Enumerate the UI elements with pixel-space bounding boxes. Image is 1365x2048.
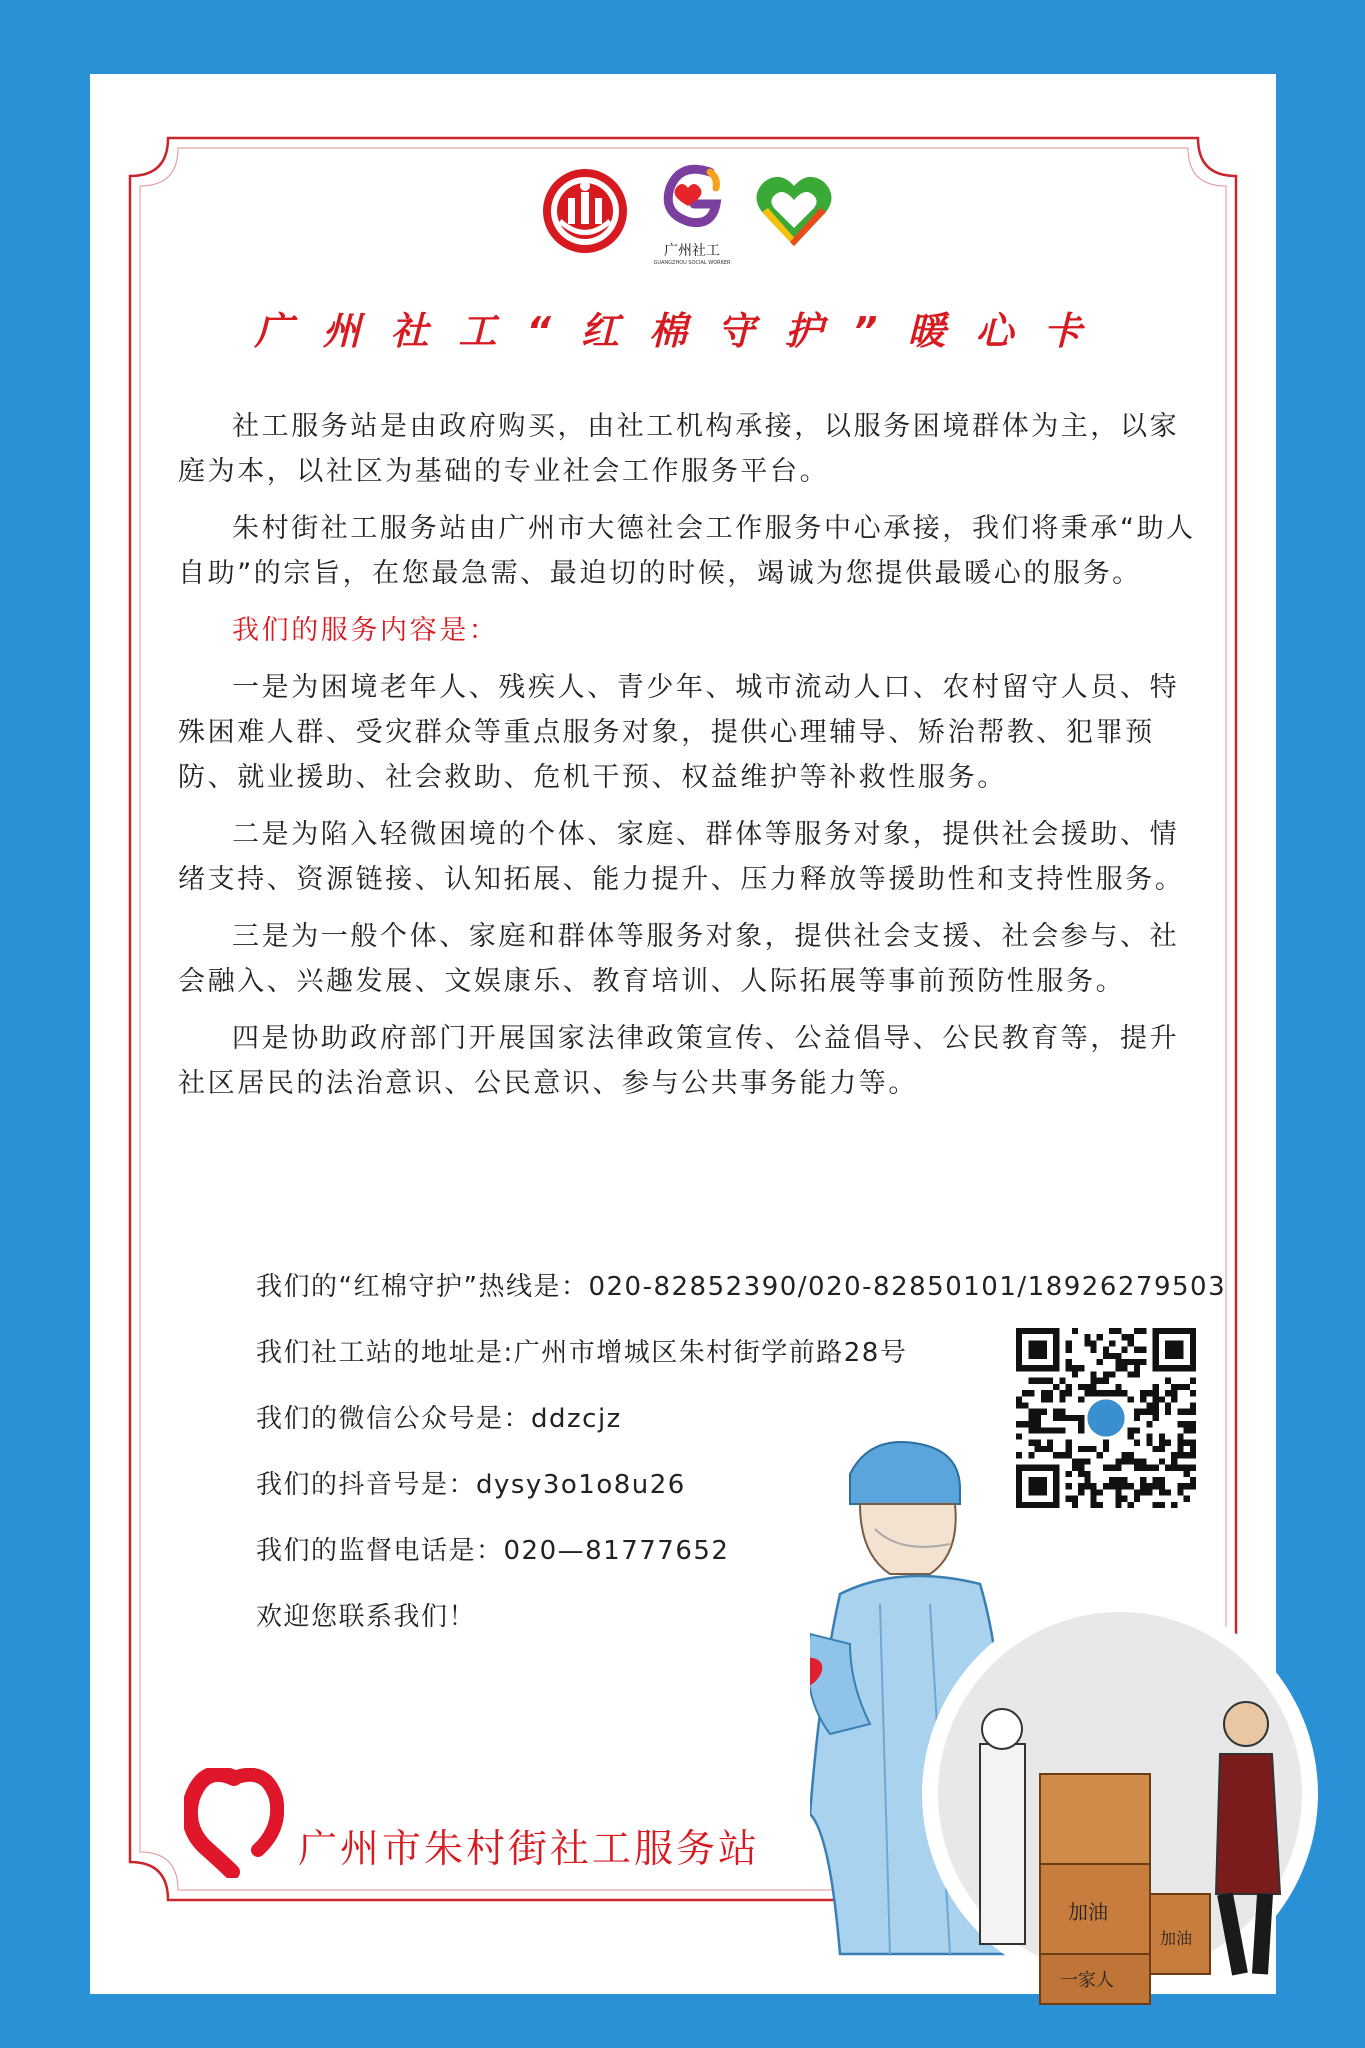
green-heart-logo [754,168,834,252]
body-text [178,404,1198,1118]
footer-red-logo [184,1768,284,1878]
service-item-3: 三是为一般个体、家庭和群体等服务对象，提供社会支援、社会参与、社会融入、兴趣发展、文娱康乐、教育培训、人际拓展等事前预防性服务。 [178,921,1180,997]
box-label-top: 加油 [1068,1900,1108,1924]
guangzhou-social-worker-logo [650,158,734,268]
hotline-text: 我们的“红棉守护”热线是：020-82852390/020-82850101/18926279503 [256,1272,1227,1302]
volunteers-boxes-illustration [920,1594,1340,2014]
box-label-bottom: 一家人 [1060,1970,1114,1991]
intro-paragraph-1: 社工服务站是由政府购买，由社工机构承接，以服务困境群体为主，以家庭为本，以社区为基础的专业社会工作服务平台。 [178,411,1180,487]
gz-social-worker-emblem-icon [650,158,734,236]
service-item-4: 四是协助政府部门开展国家法律政策宣传、公益倡导、公民教育等，提升社区居民的法治意识、公民意识、参与公共事务能力等。 [178,1023,1180,1099]
service-item-1: 一是为困境老年人、残疾人、青少年、城市流动人口、农村留守人员、特殊困难人群、受灾群众等重点服务对象，提供心理辅导、矫治帮教、犯罪预防、就业援助、社会救助、危机干预、权益维护等补救性服务。 [178,672,1180,793]
wechat-text: 我们的微信公众号是：ddzcjz [256,1404,622,1434]
intro-paragraph-2: 朱村街社工服务站由广州市大德社会工作服务中心承接，我们将秉承“助人自助”的宗旨，在您最急需、最迫切的时候，竭诚为您提供最暖心的服务。 [178,513,1196,589]
poster-card [90,74,1276,1994]
service-item-2: 二是为陷入轻微困境的个体、家庭、群体等服务对象，提供社会援助、情绪支持、资源链接、认知拓展、能力提升、压力释放等援助性和支持性服务。 [178,819,1185,895]
services-heading: 我们的服务内容是： [232,615,499,646]
gz-social-worker-en-text: GUANGZHOU SOCIAL WORKER [653,260,731,266]
page-title: 广州社工“红棉守护”暖心卡 [254,309,1112,353]
supervision-phone-text: 我们的监督电话是：020—81777652 [256,1536,730,1566]
douyin-text: 我们的抖音号是：dysy3o1o8u26 [256,1470,686,1500]
gz-social-worker-text: 广州社工 [664,243,720,259]
footer-station-name: 广州市朱村街社工服务站 [298,1827,761,1872]
civil-affairs-logo [540,166,630,256]
box-label-side: 加油 [1160,1929,1193,1948]
address-text: 我们社工站的地址是:广州市增城区朱村街学前路28号 [256,1338,908,1368]
welcome-text: 欢迎您联系我们！ [256,1602,477,1632]
